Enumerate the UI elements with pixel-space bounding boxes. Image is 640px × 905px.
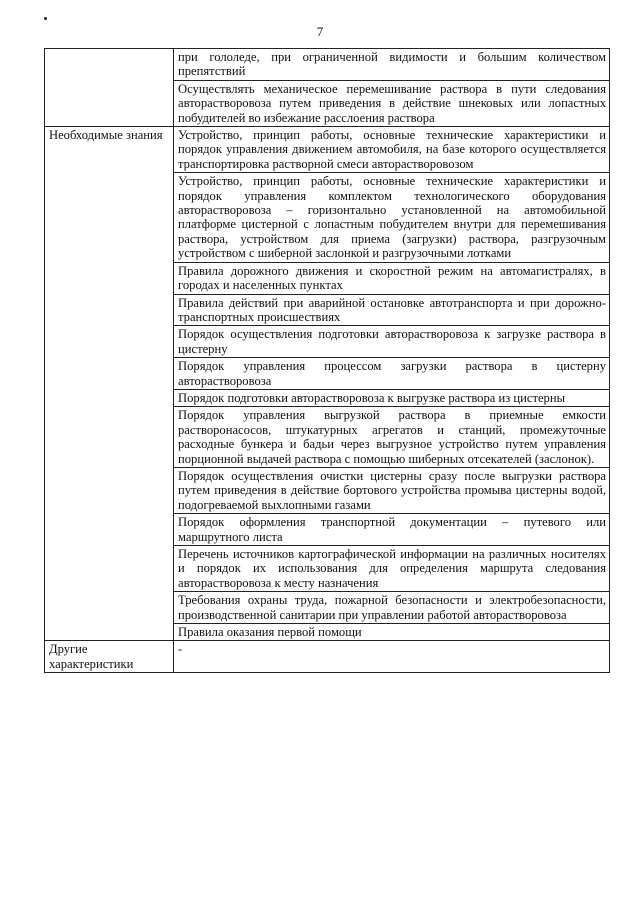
labor-function-table	[44, 48, 610, 673]
knowledge-cell: Порядок осуществления подготовки авторастворовоза к загрузке раствора в цистерну	[174, 326, 610, 358]
knowledge-cell: Порядок оформления транспортной документации – путевого или маршрутного листа	[174, 514, 610, 546]
scan-speck	[44, 17, 47, 20]
page-number: 7	[316, 24, 324, 39]
action-cell: Осуществлять механическое перемешивание раствора в пути следования авторастворовоза путем приведения в действие шнековых или лопастных побудителей во избежание расслоения раствора	[174, 80, 610, 126]
knowledge-cell: Порядок управления процессом загрузки раствора в цистерну авторастворовоза	[174, 358, 610, 390]
other-characteristics-value: -	[174, 641, 610, 673]
knowledge-cell: Перечень источников картографической информации на различных носителях и порядок их использования для определения маршрута следования авторастворовоза к месту назначения	[174, 546, 610, 592]
knowledge-cell: Порядок подготовки авторастворовоза к выгрузке раствора из цистерны	[174, 389, 610, 406]
knowledge-cell: Требования охраны труда, пожарной безопасности и электробезопасности, производственной санитарии при управлении работой авторастворовоза	[174, 592, 610, 624]
row-label-other: Другие характеристики	[45, 641, 174, 673]
knowledge-cell: Порядок управления выгрузкой раствора в приемные емкости растворонасосов, штукатурных агрегатов и станций, промежуточные расходные бункера и бадьи через выгрузное устройство путем управления порционной выдачей раствора с помощью шиберных отсекателей (заслонок).	[174, 407, 610, 468]
row-label-empty	[45, 49, 174, 127]
knowledge-cell: Устройство, принцип работы, основные технические характеристики и порядок управления комплектом технологического оборудования авторастворовоза – горизонтально установленной на автомобильной платформе цистерной с лопастным побудителем внутри для перемешивания раствора, устройством для приема (загрузки) раствора, разгрузочным устройством с шиберной заслонкой и разгрузочными лотками	[174, 173, 610, 262]
knowledge-cell: Устройство, принцип работы, основные технические характеристики и порядок управления движением автомобиля, на базе которого осуществляется транспортировка растворной смеси авторастворовозом	[174, 127, 610, 173]
knowledge-cell: Правила дорожного движения и скоростной режим на автомагистралях, в городах и населенных пунктах	[174, 262, 610, 294]
row-label-knowledge: Необходимые знания	[45, 127, 174, 641]
table-row	[45, 641, 610, 673]
knowledge-cell: Правила оказания первой помощи	[174, 624, 610, 641]
table-row	[45, 49, 610, 81]
knowledge-cell: Правила действий при аварийной остановке автотранспорта и при дорожно-транспортных происшествиях	[174, 294, 610, 326]
action-cell: при гололеде, при ограниченной видимости и большим количеством препятствий	[174, 49, 610, 81]
table-row	[45, 127, 610, 173]
knowledge-cell: Порядок осуществления очистки цистерны сразу после выгрузки раствора путем приведения в действие бортового устройства промыва цистерны водой, подогреваемой выхлопными газами	[174, 467, 610, 513]
